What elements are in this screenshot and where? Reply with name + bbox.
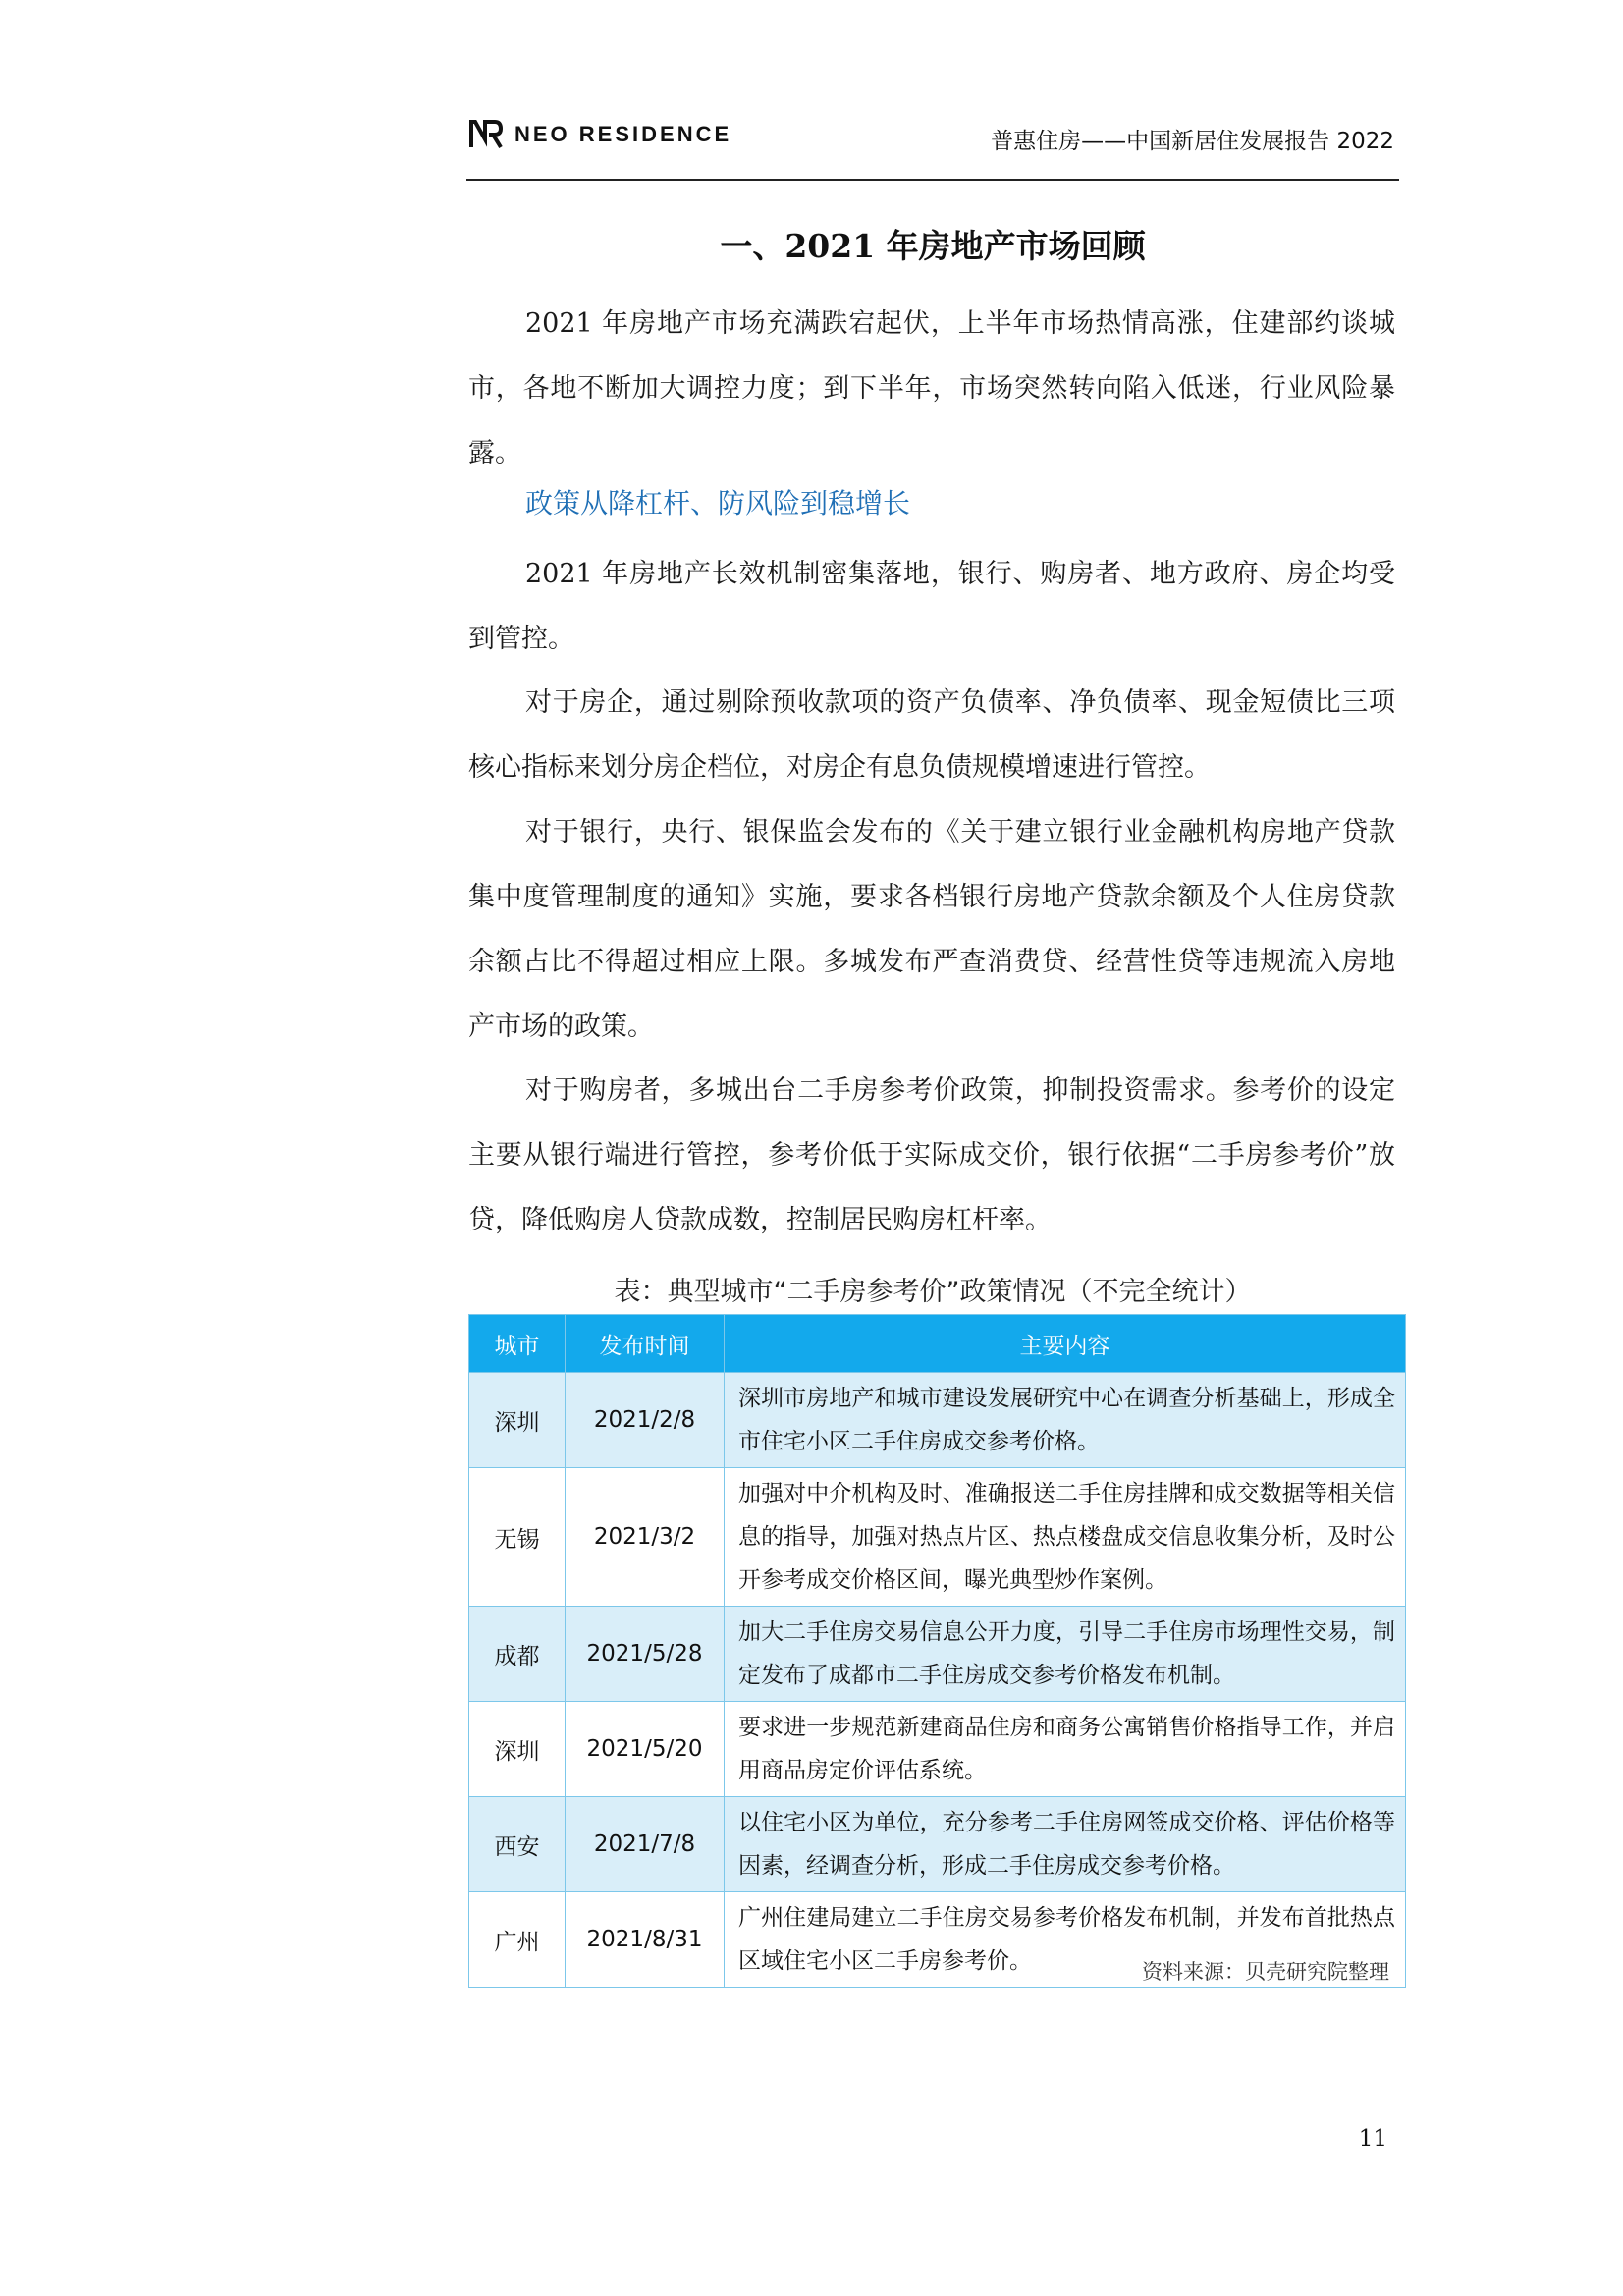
table-row [469,1373,1406,1468]
cell-city: 成都 [469,1607,566,1702]
header-date: 发布时间 [566,1315,725,1373]
cell-content: 以住宅小区为单位，充分参考二手住房网签成交价格、评估价格等因素，经调查分析，形成二手住房成交参考价格。 [725,1797,1406,1892]
header-content: 主要内容 [725,1315,1406,1373]
table-caption: 表：典型城市“二手房参考价”政策情况（不完全统计） [614,1277,1252,1307]
cell-content: 广州住建局建立二手住房交易参考价格发布机制，并发布首批热点区域住宅小区二手房参考价。 [725,1892,1406,1988]
page-number: 11 [1358,2126,1387,2152]
cell-date: 2021/5/20 [566,1702,725,1797]
cell-city: 深圳 [469,1373,566,1468]
cell-city: 深圳 [469,1702,566,1797]
paragraph-intro: 2021 年房地产市场充满跌宕起伏，上半年市场热情高涨，住建部约谈城市，各地不断加大调控力度；到下半年，市场突然转向陷入低迷，行业风险暴露。 [468,308,1395,468]
logo-text: NEO RESIDENCE [514,122,732,146]
cell-content: 要求进一步规范新建商品住房和商务公寓销售价格指导工作，并启用商品房定价评估系统。 [725,1702,1406,1797]
paragraph-3: 对于银行，央行、银保监会发布的《关于建立银行业金融机构房地产贷款集中度管理制度的通知》实施，要求各档银行房地产贷款余额及个人住房贷款余额占比不得超过相应上限。多城发布严查消费贷、经营性贷等违规流入房地产市场的政策。 [468,817,1395,1042]
subheading: 政策从降杠杆、防风险到稳增长 [525,487,911,519]
cell-date: 2021/8/31 [566,1892,725,1988]
cell-city: 广州 [469,1892,566,1988]
cell-content: 加大二手住房交易信息公开力度，引导二手住房市场理性交易，制定发布了成都市二手住房成交参考价格发布机制。 [725,1607,1406,1702]
paragraph-2: 对于房企，通过剔除预收款项的资产负债率、净负债率、现金短债比三项核心指标来划分房企档位，对房企有息负债规模增速进行管控。 [468,687,1395,783]
logo [469,120,731,149]
cell-city: 西安 [469,1797,566,1892]
cell-date: 2021/3/2 [566,1468,725,1607]
cell-date: 2021/2/8 [566,1373,725,1468]
header-city: 城市 [469,1315,566,1373]
nr-logo-icon [469,120,503,149]
table-row [469,1797,1406,1892]
cell-date: 2021/7/8 [566,1797,725,1892]
cell-content: 深圳市房地产和城市建设发展研究中心在调查分析基础上，形成全市住宅小区二手住房成交参考价格。 [725,1373,1406,1468]
cell-content: 加强对中介机构及时、准确报送二手住房挂牌和成交数据等相关信息的指导，加强对热点片区、热点楼盘成交信息收集分析，及时公开参考成交价格区间，曝光典型炒作案例。 [725,1468,1406,1607]
cell-city: 无锡 [469,1468,566,1607]
table-row [469,1607,1406,1702]
report-title: 普惠住房——中国新居住发展报告 2022 [991,129,1394,154]
page-header [466,110,1399,181]
source-note: 资料来源：贝壳研究院整理 [1142,1960,1389,1984]
section-title: 一、2021 年房地产市场回顾 [720,227,1146,265]
table-row [469,1468,1406,1607]
table-header-row [469,1315,1406,1373]
paragraph-1: 2021 年房地产长效机制密集落地，银行、购房者、地方政府、房企均受到管控。 [468,559,1395,654]
table-row [469,1702,1406,1797]
paragraph-4: 对于购房者，多城出台二手房参考价政策，抑制投资需求。参考价的设定主要从银行端进行管控，参考价低于实际成交价，银行依据“二手房参考价”放贷，降低购房人贷款成数，控制居民购房杠杆率。 [468,1075,1395,1235]
policy-table [468,1314,1406,1988]
cell-date: 2021/5/28 [566,1607,725,1702]
